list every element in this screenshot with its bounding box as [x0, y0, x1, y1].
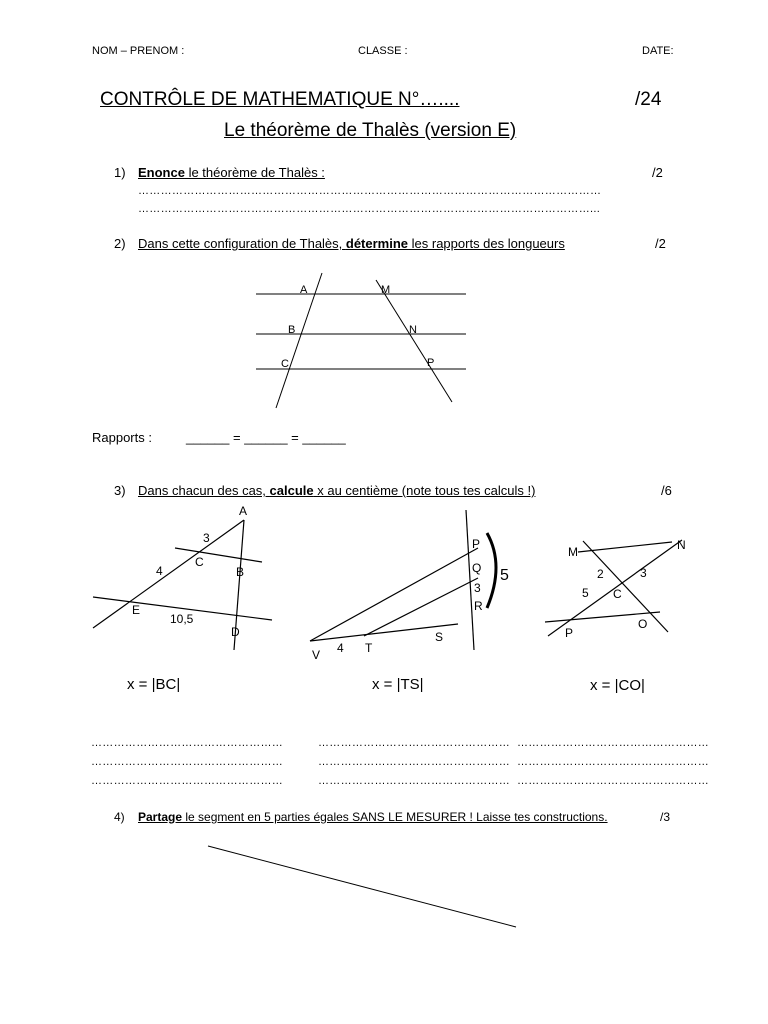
- fig2-answer-line[interactable]: ……………………………………………: [318, 737, 511, 749]
- q1-score: /2: [652, 165, 663, 180]
- q1-text: le théorème de Thalès :: [184, 165, 325, 180]
- fig3-length-3: 3: [640, 566, 647, 580]
- fig2-length-4: 4: [337, 641, 344, 655]
- fig2-label-t: T: [365, 641, 373, 655]
- q1-number: 1): [114, 165, 126, 180]
- point-label-c: C: [281, 358, 289, 370]
- fig3-label-n: N: [677, 538, 686, 552]
- q2-score: /2: [655, 236, 666, 251]
- fig1-answer-line[interactable]: ……………………………………………: [91, 775, 284, 787]
- point-label-p: P: [427, 357, 435, 369]
- fig2-length-3: 3: [474, 581, 481, 595]
- fig2-label-v: V: [312, 648, 321, 662]
- q2-thales-figure: [256, 273, 466, 408]
- name-field-label: NOM – PRENOM :: [92, 45, 185, 57]
- fig3-label-o: O: [638, 617, 648, 631]
- fig1-label-a: A: [239, 504, 248, 518]
- q2-statement: Dans cette configuration de Thalès, détermine les rapports des longueurs: [138, 236, 565, 251]
- fig1-label-e: E: [132, 603, 141, 617]
- fig3-length-5: 5: [582, 586, 589, 600]
- fig1-length-10-5: 10,5: [170, 612, 194, 626]
- total-score: /24: [635, 89, 662, 110]
- fig3-label-m: M: [568, 545, 578, 559]
- fig3-length-2: 2: [597, 567, 604, 581]
- fig1-formula: x = |BC|: [127, 676, 181, 693]
- q3-figure-2: [310, 510, 496, 650]
- fig1-length-3: 3: [203, 531, 210, 545]
- fig3-answer-line[interactable]: ……………………………………………: [517, 737, 710, 749]
- fig2-label-r: R: [474, 599, 483, 613]
- q3-verb: calcule: [269, 483, 314, 498]
- fig3-answer-line[interactable]: ……………………………………………: [517, 775, 710, 787]
- fig1-label-d: D: [231, 625, 240, 639]
- q1-answer-line[interactable]: …………………………………………………………………………………………………………...: [138, 203, 601, 215]
- fig3-formula: x = |CO|: [590, 677, 645, 694]
- fig1-label-c: C: [195, 555, 204, 569]
- ratios-label: Rapports :: [92, 430, 152, 445]
- fig2-label-s: S: [435, 630, 444, 644]
- q2-verb: détermine: [345, 236, 409, 251]
- q3-number: 3): [114, 483, 126, 498]
- fig2-formula: x = |TS|: [372, 676, 424, 693]
- point-label-a: A: [300, 284, 308, 296]
- fig2-label-q: Q: [472, 561, 482, 575]
- q4-statement: Partage le segment en 5 parties égales SANS LE MESURER ! Laisse tes constructions.: [138, 810, 608, 824]
- q3-figure-1: [93, 520, 272, 650]
- q1-answer-line[interactable]: ……………………………………………………………………………………………………………: [138, 185, 602, 197]
- point-label-m: M: [381, 284, 391, 296]
- ratios-blanks[interactable]: ______ = ______ = ______: [186, 430, 346, 445]
- q3-score: /6: [661, 483, 672, 498]
- q4-verb: Partage: [138, 810, 183, 824]
- secant-line-mnp: [376, 280, 452, 402]
- point-label-b: B: [288, 324, 296, 336]
- fig1-length-4: 4: [156, 564, 163, 578]
- q4-segment: [208, 846, 516, 927]
- fig3-label-p: P: [565, 626, 574, 640]
- fig3-label-c: C: [613, 587, 622, 601]
- fig2-answer-line[interactable]: ……………………………………………: [318, 756, 511, 768]
- page-subtitle: Le théorème de Thalès (version E): [224, 120, 517, 141]
- q1-verb: Enonce: [138, 165, 185, 180]
- fig2-answer-line[interactable]: ……………………………………………: [318, 775, 511, 787]
- q4-score: /3: [660, 810, 671, 824]
- q2-number: 2): [114, 236, 126, 251]
- page-title: CONTRÔLE DE MATHEMATIQUE N°…....: [100, 89, 460, 110]
- fig1-answer-line[interactable]: ……………………………………………: [91, 737, 284, 749]
- fig2-label-p: P: [472, 537, 481, 551]
- fig1-answer-line[interactable]: ……………………………………………: [91, 756, 284, 768]
- fig1-label-b: B: [236, 565, 245, 579]
- date-field-label: DATE:: [642, 45, 674, 57]
- q3-statement: Dans chacun des cas, calcule x au centième (note tous tes calculs !): [138, 483, 536, 498]
- secant-line-abc: [276, 273, 322, 408]
- class-field-label: CLASSE :: [358, 45, 408, 57]
- point-label-n: N: [409, 324, 417, 336]
- q4-number: 4): [114, 810, 125, 824]
- fig2-length-5: 5: [500, 567, 509, 584]
- fig3-answer-line[interactable]: ……………………………………………: [517, 756, 710, 768]
